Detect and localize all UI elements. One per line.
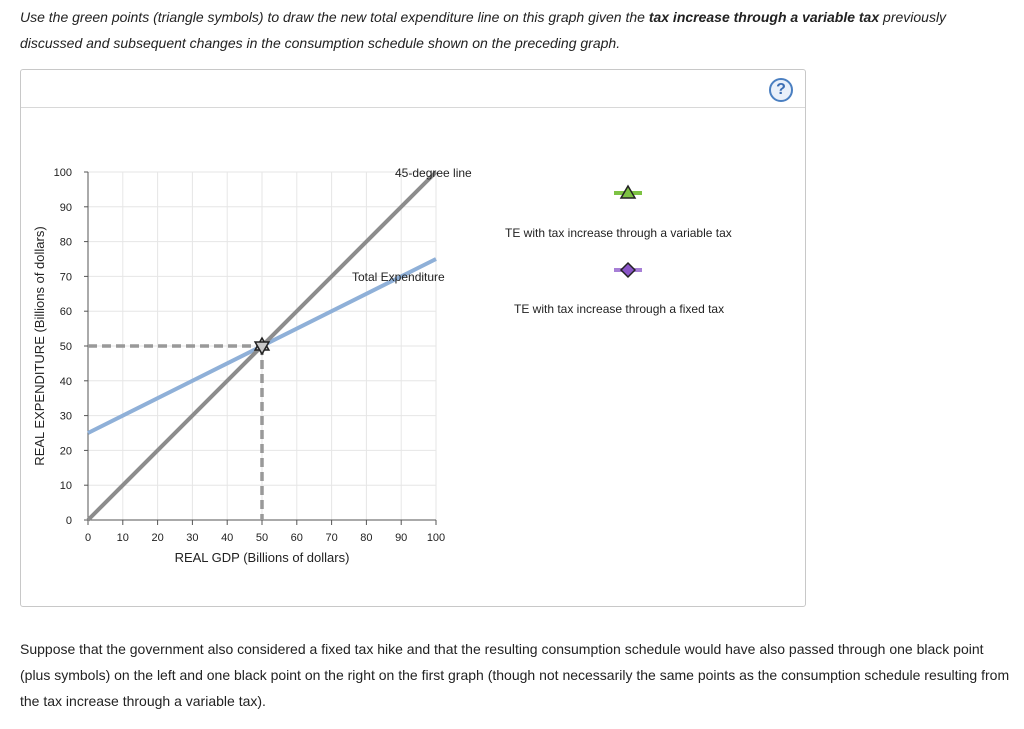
x-tick-label: 50 <box>255 532 269 544</box>
y-tick-label: 60 <box>59 306 72 319</box>
series-label-total-expenditure: Total Expenditure <box>352 270 445 284</box>
instructions-text-2: previously discussed and subsequent changes in the consumption schedule shown on the preceding graph. <box>20 9 947 51</box>
legend-label-variable-tax: TE with tax increase through a variable tax <box>505 226 732 240</box>
help-icon[interactable]: ? <box>769 78 793 102</box>
legend-label-fixed-tax: TE with tax increase through a fixed tax <box>514 302 725 316</box>
y-tick-label: 10 <box>59 480 72 493</box>
instructions-text-1: Use the green points (triangle symbols) to draw the new total expenditure line on this graph given the <box>20 9 649 25</box>
question-paragraph: Suppose that the government also considered a fixed tax hike and that the resulting consumption schedule would have also passed through one black point (plus symbols) on the left and one black point on the right on the first graph (though not necessarily the same points as the consumption schedule resulting from the tax increase through a variable tax). <box>20 641 1010 709</box>
instructions-bold: tax increase through a variable tax <box>648 9 880 25</box>
x-tick-label: 10 <box>116 532 129 544</box>
y-tick-label: 20 <box>59 445 72 458</box>
x-tick-label: 60 <box>290 532 303 544</box>
y-tick-label: 70 <box>59 271 72 284</box>
x-tick-label: 30 <box>186 532 199 544</box>
x-tick-label: 90 <box>395 532 408 544</box>
x-tick-label: 80 <box>360 532 373 544</box>
y-tick-label: 80 <box>59 236 72 249</box>
y-tick-label: 100 <box>53 167 72 179</box>
series-label-45-degree: 45-degree line <box>395 166 472 180</box>
legend-diamond-icon[interactable] <box>621 263 635 277</box>
y-tick-label: 50 <box>59 341 72 353</box>
x-tick-label: 70 <box>325 532 338 544</box>
y-tick-label: 0 <box>65 515 72 527</box>
y-axis-label: REAL EXPENDITURE (Billions of dollars) <box>32 226 47 466</box>
x-tick-label: 100 <box>426 532 446 544</box>
y-tick-label: 90 <box>59 201 72 214</box>
y-tick-label: 30 <box>59 410 72 423</box>
x-tick-label: 40 <box>221 532 234 544</box>
x-tick-label: 20 <box>151 532 164 544</box>
x-tick-label: 0 <box>84 532 92 544</box>
x-axis-label: REAL GDP (Billions of dollars) <box>174 550 350 565</box>
y-tick-label: 40 <box>59 375 72 388</box>
